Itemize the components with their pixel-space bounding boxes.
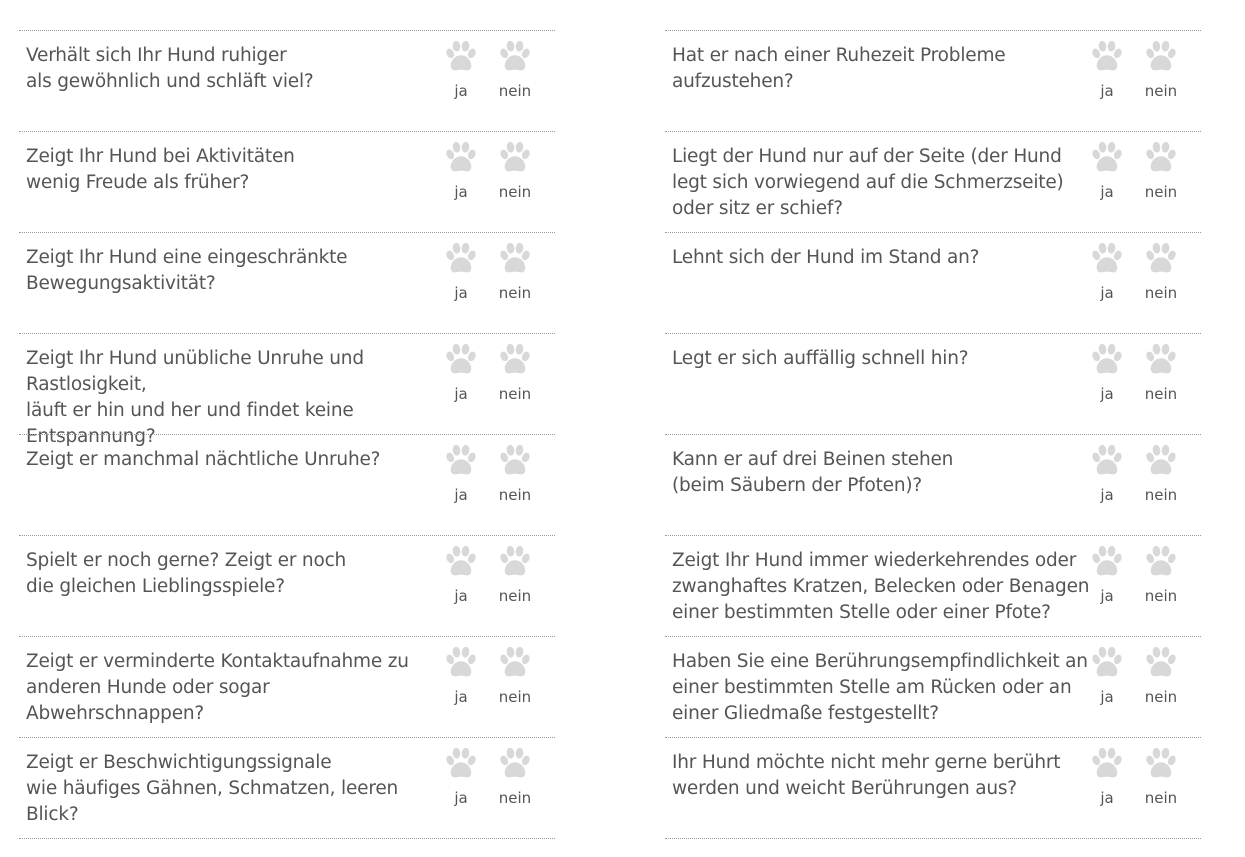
- question-text: Legt er sich auffällig schnell hin?: [672, 348, 969, 369]
- answer-nein-label: nein: [1144, 587, 1178, 605]
- paw-print-icon[interactable]: [443, 241, 479, 277]
- answer-nein-label: nein: [1144, 789, 1178, 807]
- question-text: Zeigt er verminderte Kontaktaufnahme zu anderen Hunde oder sogar Abwehrschnappen?: [26, 651, 409, 724]
- answer-nein-label: nein: [498, 284, 532, 302]
- paw-print-icon[interactable]: [1089, 443, 1125, 479]
- answer-nein-option[interactable]: [493, 645, 537, 706]
- answer-ja-option[interactable]: [439, 39, 483, 100]
- paw-print-icon[interactable]: [497, 342, 533, 378]
- answer-nein-option[interactable]: [493, 746, 537, 807]
- paw-print-icon[interactable]: [1089, 544, 1125, 580]
- answer-ja-option[interactable]: [1085, 39, 1129, 100]
- answer-nein-label: nein: [498, 587, 532, 605]
- paw-print-icon[interactable]: [1143, 746, 1179, 782]
- paw-print-icon[interactable]: [443, 544, 479, 580]
- paw-print-icon[interactable]: [1143, 342, 1179, 378]
- paw-print-icon[interactable]: [1143, 39, 1179, 75]
- question-text: Zeigt Ihr Hund unübliche Unruhe und Rastlosigkeit, läuft er hin und her und findet keine Entspannung?: [26, 348, 364, 447]
- question-text: Ihr Hund möchte nicht mehr gerne berührt werden und weicht Berührungen aus?: [672, 752, 1061, 799]
- question-row: [665, 131, 1201, 232]
- answer-nein-label: nein: [1144, 688, 1178, 706]
- paw-print-icon[interactable]: [497, 645, 533, 681]
- question-row: [665, 535, 1201, 636]
- paw-print-icon[interactable]: [1089, 241, 1125, 277]
- question-text: Lehnt sich der Hund im Stand an?: [672, 247, 980, 268]
- question-row: [665, 636, 1201, 737]
- answer-options: [1085, 544, 1195, 614]
- answer-nein-option[interactable]: [493, 342, 537, 403]
- answer-ja-label: ja: [1100, 284, 1114, 302]
- answer-ja-label: ja: [454, 486, 468, 504]
- answer-nein-option[interactable]: [1139, 342, 1183, 403]
- paw-print-icon[interactable]: [1143, 443, 1179, 479]
- answer-nein-option[interactable]: [493, 443, 537, 504]
- answer-options: [439, 342, 549, 412]
- answer-nein-label: nein: [1144, 82, 1178, 100]
- question-row: [19, 232, 555, 333]
- answer-ja-option[interactable]: [439, 645, 483, 706]
- answer-nein-label: nein: [1144, 385, 1178, 403]
- question-row: [19, 636, 555, 737]
- answer-ja-label: ja: [454, 385, 468, 403]
- answer-ja-label: ja: [1100, 385, 1114, 403]
- answer-nein-option[interactable]: [1139, 645, 1183, 706]
- question-row: [19, 131, 555, 232]
- question-text: Zeigt Ihr Hund bei Aktivitäten wenig Freude als früher?: [26, 146, 295, 193]
- paw-print-icon[interactable]: [497, 746, 533, 782]
- answer-ja-label: ja: [1100, 183, 1114, 201]
- paw-print-icon[interactable]: [443, 39, 479, 75]
- answer-ja-label: ja: [1100, 688, 1114, 706]
- paw-print-icon[interactable]: [1143, 241, 1179, 277]
- answer-nein-option[interactable]: [1139, 140, 1183, 201]
- paw-print-icon[interactable]: [1143, 544, 1179, 580]
- question-text: Zeigt er Beschwichtigungssignale wie häufiges Gähnen, Schmatzen, leeren Blick?: [26, 752, 399, 825]
- answer-ja-option[interactable]: [439, 443, 483, 504]
- question-text: Kann er auf drei Beinen stehen (beim Säubern der Pfoten)?: [672, 449, 954, 496]
- paw-print-icon[interactable]: [1089, 140, 1125, 176]
- question-text: Hat er nach einer Ruhezeit Probleme aufzustehen?: [672, 45, 1006, 92]
- answer-ja-label: ja: [454, 587, 468, 605]
- paw-print-icon[interactable]: [1143, 140, 1179, 176]
- answer-ja-option[interactable]: [1085, 645, 1129, 706]
- answer-ja-label: ja: [454, 183, 468, 201]
- question-row: [19, 434, 555, 535]
- question-row: [665, 737, 1201, 839]
- answer-nein-label: nein: [498, 385, 532, 403]
- answer-ja-option[interactable]: [1085, 140, 1129, 201]
- answer-ja-label: ja: [1100, 486, 1114, 504]
- answer-options: [439, 443, 549, 513]
- answer-options: [1085, 39, 1195, 109]
- answer-ja-label: ja: [454, 688, 468, 706]
- question-text: Verhält sich Ihr Hund ruhiger als gewöhnlich und schläft viel?: [26, 45, 314, 92]
- answer-nein-option[interactable]: [493, 241, 537, 302]
- question-row: [665, 434, 1201, 535]
- question-text: Zeigt Ihr Hund eine eingeschränkte Bewegungsaktivität?: [26, 247, 348, 294]
- paw-print-icon[interactable]: [443, 443, 479, 479]
- answer-nein-option[interactable]: [493, 544, 537, 605]
- question-row: [665, 30, 1201, 131]
- answer-options: [1085, 443, 1195, 513]
- answer-ja-option[interactable]: [439, 140, 483, 201]
- paw-print-icon[interactable]: [443, 342, 479, 378]
- answer-options: [439, 544, 549, 614]
- question-row: [665, 333, 1201, 434]
- answer-options: [1085, 645, 1195, 715]
- answer-ja-option[interactable]: [439, 544, 483, 605]
- answer-options: [1085, 140, 1195, 210]
- question-row: [19, 737, 555, 839]
- paw-print-icon[interactable]: [443, 746, 479, 782]
- question-row: [665, 232, 1201, 333]
- answer-ja-option[interactable]: [1085, 241, 1129, 302]
- questions-left-column: [19, 30, 555, 839]
- answer-ja-option[interactable]: [1085, 746, 1129, 807]
- paw-print-icon[interactable]: [497, 39, 533, 75]
- answer-ja-option[interactable]: [439, 241, 483, 302]
- answer-options: [439, 746, 549, 816]
- answer-options: [1085, 241, 1195, 311]
- answer-nein-label: nein: [498, 486, 532, 504]
- paw-print-icon[interactable]: [497, 140, 533, 176]
- paw-print-icon[interactable]: [1089, 342, 1125, 378]
- answer-ja-option[interactable]: [1085, 544, 1129, 605]
- answer-ja-label: ja: [1100, 587, 1114, 605]
- answer-nein-label: nein: [1144, 183, 1178, 201]
- question-row: [19, 535, 555, 636]
- answer-ja-label: ja: [1100, 82, 1114, 100]
- answer-options: [1085, 746, 1195, 816]
- answer-nein-option[interactable]: [1139, 39, 1183, 100]
- paw-print-icon[interactable]: [443, 140, 479, 176]
- answer-nein-label: nein: [498, 688, 532, 706]
- paw-print-icon[interactable]: [497, 443, 533, 479]
- paw-print-icon[interactable]: [1089, 746, 1125, 782]
- answer-ja-option[interactable]: [439, 746, 483, 807]
- question-row: [19, 30, 555, 131]
- paw-print-icon[interactable]: [1143, 645, 1179, 681]
- answer-options: [439, 39, 549, 109]
- questions-right-column: [665, 30, 1201, 839]
- answer-ja-option[interactable]: [1085, 342, 1129, 403]
- answer-nein-option[interactable]: [1139, 544, 1183, 605]
- question-text: Spielt er noch gerne? Zeigt er noch die gleichen Lieblingsspiele?: [26, 550, 347, 597]
- answer-nein-option[interactable]: [1139, 443, 1183, 504]
- answer-nein-option[interactable]: [1139, 746, 1183, 807]
- answer-ja-option[interactable]: [439, 342, 483, 403]
- question-text: Zeigt Ihr Hund immer wiederkehrendes oder zwanghaftes Kratzen, Belecken oder Benagen einer bestimmten Stelle oder einer Pfote?: [672, 550, 1090, 623]
- answer-options: [439, 241, 549, 311]
- paw-print-icon[interactable]: [497, 241, 533, 277]
- answer-nein-option[interactable]: [493, 39, 537, 100]
- answer-ja-option[interactable]: [1085, 443, 1129, 504]
- question-row: [19, 333, 555, 447]
- paw-print-icon[interactable]: [1089, 39, 1125, 75]
- paw-print-icon[interactable]: [497, 544, 533, 580]
- question-text: Liegt der Hund nur auf der Seite (der Hund legt sich vorwiegend auf die Schmerzseite) oder sitz er schief?: [672, 146, 1064, 219]
- answer-ja-label: ja: [454, 284, 468, 302]
- answer-options: [1085, 342, 1195, 412]
- answer-nein-label: nein: [498, 82, 532, 100]
- paw-print-icon[interactable]: [1089, 645, 1125, 681]
- question-text: Zeigt er manchmal nächtliche Unruhe?: [26, 449, 381, 470]
- answer-options: [439, 645, 549, 715]
- answer-nein-label: nein: [1144, 486, 1178, 504]
- answer-nein-label: nein: [498, 183, 532, 201]
- answer-ja-label: ja: [454, 789, 468, 807]
- answer-options: [439, 140, 549, 210]
- answer-nein-label: nein: [498, 789, 532, 807]
- question-text: Haben Sie eine Berührungsempfindlichkeit an einer bestimmten Stelle am Rücken oder an einer Gliedmaße festgestellt?: [672, 651, 1088, 724]
- paw-print-icon[interactable]: [443, 645, 479, 681]
- answer-nein-option[interactable]: [1139, 241, 1183, 302]
- answer-ja-label: ja: [454, 82, 468, 100]
- answer-ja-label: ja: [1100, 789, 1114, 807]
- answer-nein-option[interactable]: [493, 140, 537, 201]
- answer-nein-label: nein: [1144, 284, 1178, 302]
